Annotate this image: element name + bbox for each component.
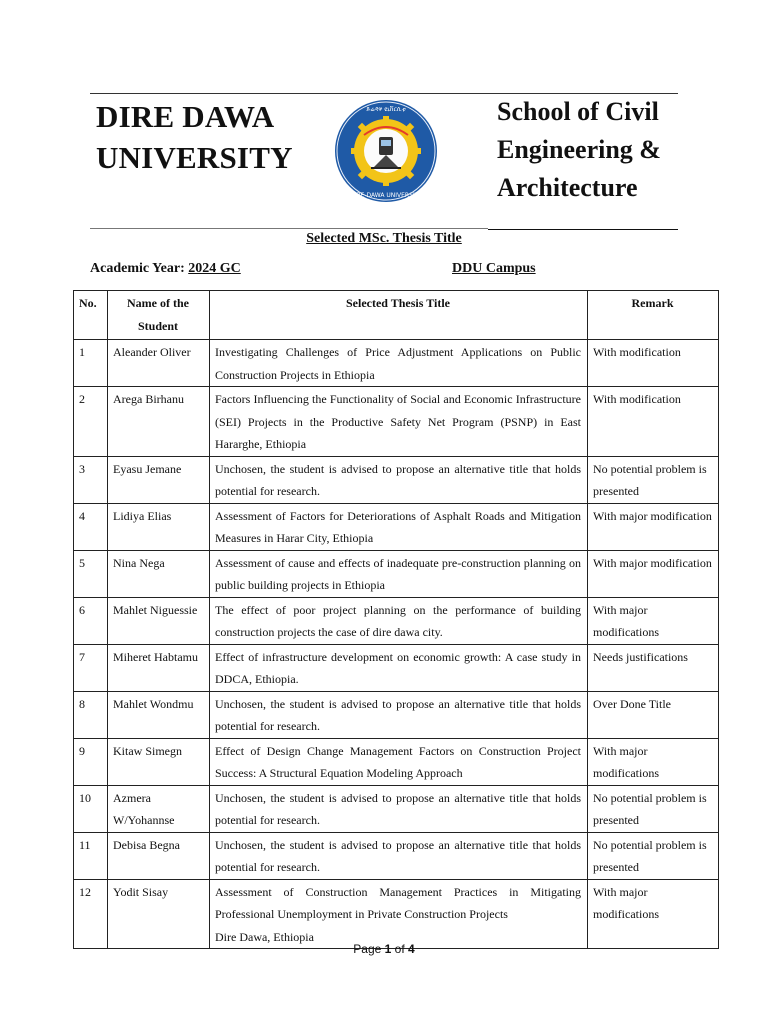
row-remark: No potential problem is presented	[588, 456, 719, 503]
row-thesis-title: Factors Influencing the Functionality of Social and Economic Infrastructure (SEI) Projects in the Productive Safety Net Program (PSNP) in East Hararghe, Ethiopia	[210, 387, 588, 457]
row-thesis-title: Unchosen, the student is advised to propose an alternative title that holds potential for research.	[210, 832, 588, 879]
row-thesis-title	[210, 879, 588, 949]
header-remark: Remark	[588, 291, 719, 340]
row-student-name: Azmera W/Yohannse	[108, 785, 210, 832]
row-thesis-title: Assessment of cause and effects of inadequate pre-construction planning on public building projects in Ethiopia	[210, 550, 588, 597]
academic-year-value: 2024 GC	[188, 261, 241, 276]
row-student-name: Yodit Sisay	[108, 879, 210, 949]
table-row	[74, 785, 719, 832]
row-no: 11	[74, 832, 108, 879]
row-thesis-title: Investigating Challenges of Price Adjustment Applications on Public Construction Projects in Ethiopia	[210, 340, 588, 387]
row-remark: With major modifications	[588, 738, 719, 785]
school-name	[497, 93, 661, 207]
table-row	[74, 832, 719, 879]
row-student-name: Eyasu Jemane	[108, 456, 210, 503]
table-row	[74, 644, 719, 691]
thesis-table	[73, 290, 719, 949]
table-row	[74, 340, 719, 387]
row-thesis-title: Unchosen, the student is advised to propose an alternative title that holds potential for research.	[210, 691, 588, 738]
table-row	[74, 503, 719, 550]
table-header-row	[74, 291, 719, 340]
header-name	[108, 291, 210, 340]
row-remark: With major modifications	[588, 597, 719, 644]
row-thesis-title: The effect of poor project planning on the performance of building construction projects the case of dire dawa city.	[210, 597, 588, 644]
header-bottom-rule-right	[488, 229, 678, 230]
school-name-line1: School of Civil	[497, 97, 659, 126]
row-thesis-title: Unchosen, the student is advised to propose an alternative title that holds potential for research.	[210, 785, 588, 832]
row-student-name: Miheret Habtamu	[108, 644, 210, 691]
table-row	[74, 738, 719, 785]
row-no: 8	[74, 691, 108, 738]
row-student-name: Arega Birhanu	[108, 387, 210, 457]
table-row	[74, 550, 719, 597]
row-remark: No potential problem is presented	[588, 785, 719, 832]
row-no: 7	[74, 644, 108, 691]
row-student-name: Kitaw Simegn	[108, 738, 210, 785]
row-student-name: Nina Nega	[108, 550, 210, 597]
svg-text:ድሬዳዋ ዩኒቨርሲቲ: ድሬዳዋ ዩኒቨርሲቲ	[366, 106, 406, 113]
table-row	[74, 387, 719, 457]
header-title: Selected Thesis Title	[210, 291, 588, 340]
university-name-line1: DIRE DAWA	[96, 99, 275, 134]
page-total: 4	[408, 942, 415, 956]
row-student-name: Aleander Oliver	[108, 340, 210, 387]
table-row	[74, 879, 719, 949]
row-thesis-title: Effect of infrastructure development on economic growth: A case study in DDCA, Ethiopia.	[210, 644, 588, 691]
row-no: 2	[74, 387, 108, 457]
page-footer	[0, 942, 768, 956]
row-no: 4	[74, 503, 108, 550]
row-thesis-title-main: Assessment of Construction Management Practices in Mitigating Professional Unemployment in Private Construction Projects	[215, 884, 581, 921]
row-remark: Needs justifications	[588, 644, 719, 691]
row-student-name: Mahlet Niguessie	[108, 597, 210, 644]
row-no: 6	[74, 597, 108, 644]
header-no: No.	[74, 291, 108, 340]
academic-year-label: Academic Year	[90, 261, 181, 276]
university-name	[96, 96, 293, 178]
university-name-line2: UNIVERSITY	[96, 140, 293, 175]
university-logo	[334, 99, 438, 203]
school-name-line3: Architecture	[497, 173, 638, 202]
row-no: 9	[74, 738, 108, 785]
row-remark: With major modification	[588, 550, 719, 597]
page-current: 1	[384, 942, 392, 956]
table-row	[74, 691, 719, 738]
row-no: 1	[74, 340, 108, 387]
svg-text:DIRE-DAWA UNIVERSITY: DIRE-DAWA UNIVERSITY	[349, 192, 423, 199]
row-remark: Over Done Title	[588, 691, 719, 738]
row-thesis-title-line2: Dire Dawa, Ethiopia	[215, 929, 314, 944]
row-student-name: Lidiya Elias	[108, 503, 210, 550]
campus-label: DDU Campus	[452, 261, 536, 276]
row-remark: With modification	[588, 387, 719, 457]
row-remark: With major modifications	[588, 879, 719, 949]
document-subtitle: Selected MSc. Thesis Title	[306, 231, 462, 246]
header-bottom-rule-left	[90, 228, 488, 229]
row-student-name: Debisa Begna	[108, 832, 210, 879]
row-thesis-title: Unchosen, the student is advised to propose an alternative title that holds potential for research.	[210, 456, 588, 503]
row-no: 5	[74, 550, 108, 597]
header-name-line2: Student	[137, 318, 178, 333]
academic-year: Academic Year: 2024 GC	[90, 261, 241, 276]
row-no: 12	[74, 879, 108, 949]
school-name-line2: Engineering &	[497, 135, 661, 164]
page-word: Page	[353, 942, 382, 956]
row-remark: No potential problem is presented	[588, 832, 719, 879]
header-name-line1: Name of the	[127, 296, 189, 310]
row-thesis-title: Effect of Design Change Management Factors on Construction Project Success: A Structural Equation Modeling Approach	[210, 738, 588, 785]
row-student-name: Mahlet Wondmu	[108, 691, 210, 738]
row-no: 3	[74, 456, 108, 503]
table-row	[74, 456, 719, 503]
row-remark: With major modification	[588, 503, 719, 550]
table-row	[74, 597, 719, 644]
row-thesis-title: Assessment of Factors for Deteriorations of Asphalt Roads and Mitigation Measures in Harar City, Ethiopia	[210, 503, 588, 550]
of-word: of	[394, 942, 405, 956]
row-no: 10	[74, 785, 108, 832]
row-remark: With modification	[588, 340, 719, 387]
